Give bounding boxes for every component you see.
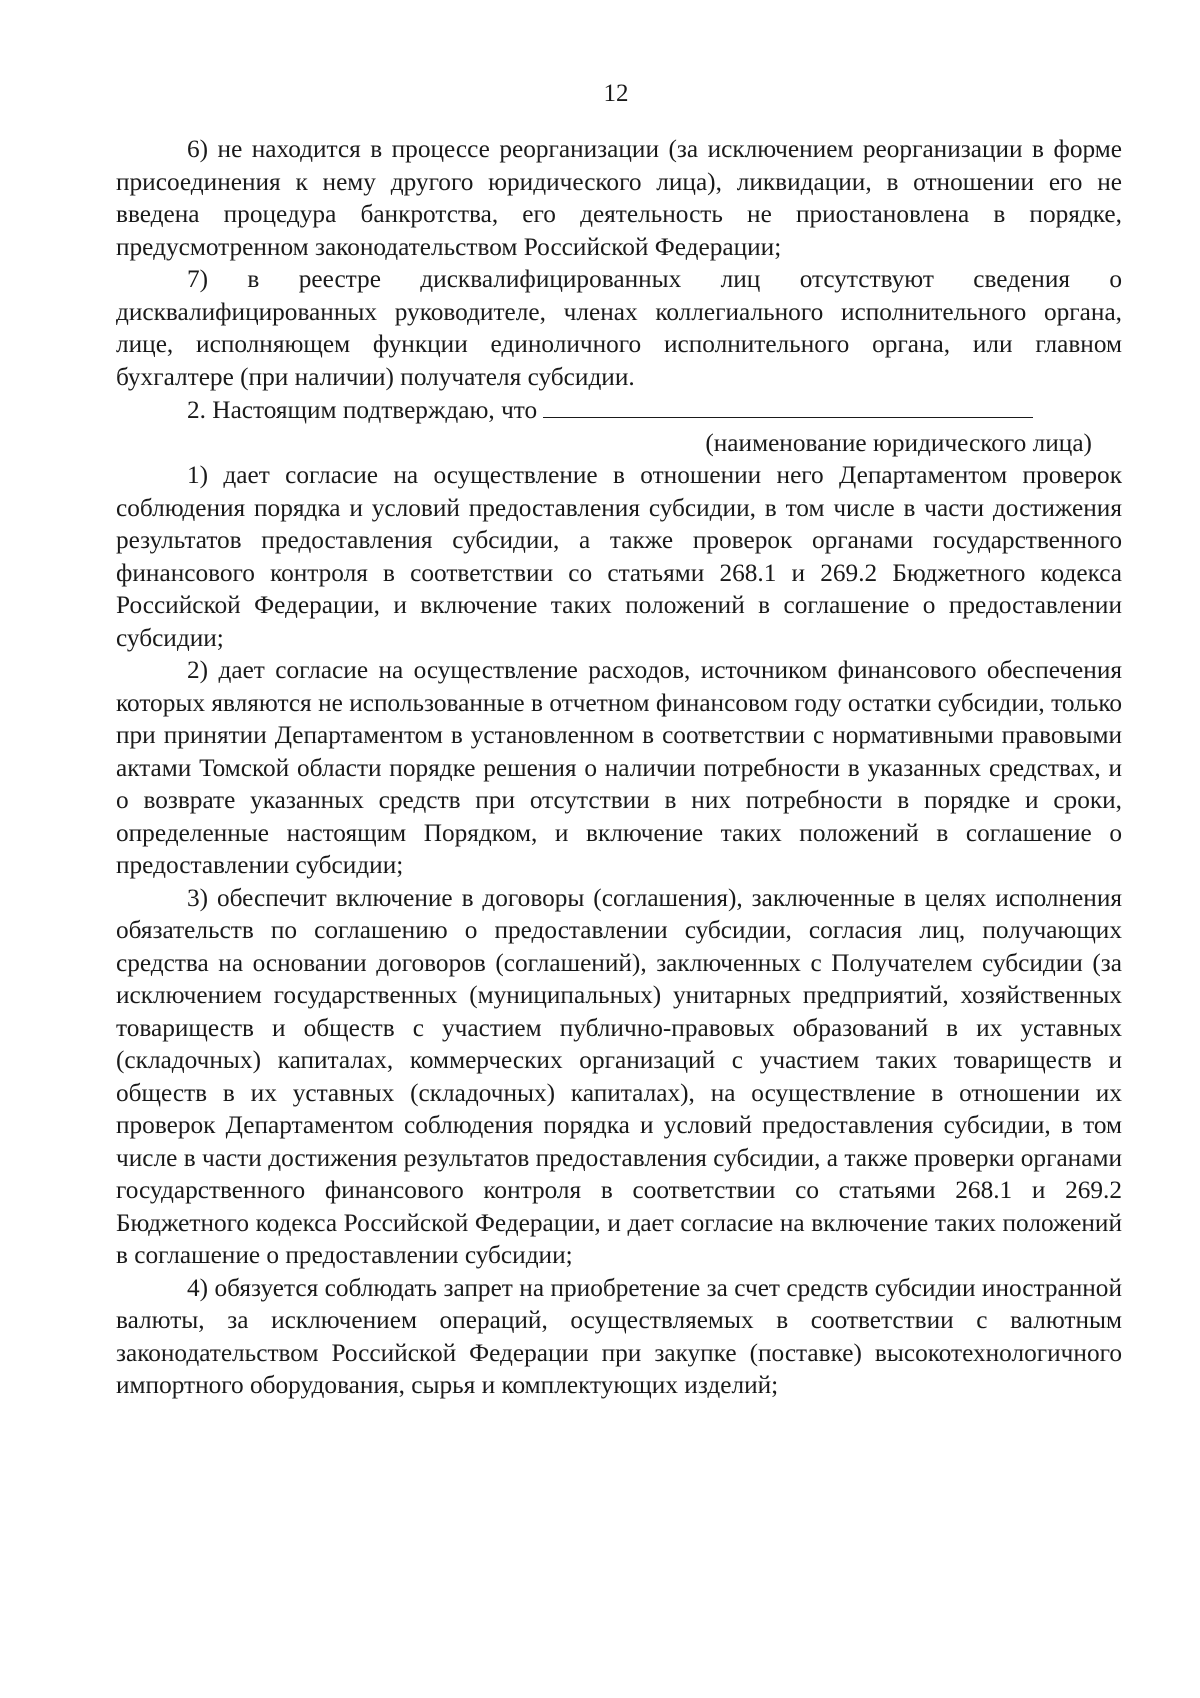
legal-entity-caption: (наименование юридического лица) [705,428,1092,457]
consent-item-4: 4) обязуется соблюдать запрет на приобретение за счет средств субсидии иностранной валюты, за исключением операций, осуществляемых в соответствии с валютным законодательством Российской Федерации при закупке (поставке) высокотехнологичного импортного оборудования, сырья и комплектующих изделий; [116,1273,1122,1399]
confirmation-label: 2. Настоящим подтверждаю, что [187,396,538,424]
confirmation-line [116,393,1122,427]
paragraph-item-6: 6) не находится в процессе реорганизации (за исключением реорганизации в форме присоединения к нему другого юридического лица), ликвидации, в отношении его не введена процедура банкротства, его деятельность не приостановлена в порядке, предусмотренном законодательством Российской Федерации; [116,135,1122,261]
document-body [116,133,1122,1402]
consent-item-1: 1) дает согласие на осуществление в отношении него Департаментом проверок соблюдения порядка и условий предоставления субсидии, в том числе в части достижения результатов предоставления субсидии, а также проверок органами государственного финансового контроля в соответствии со статьями 268.1 и 269.2 Бюджетного кодекса Российской Федерации, и включение таких положений в соглашение о предоставлении субсидии; [116,461,1122,652]
consent-item-3: 3) обеспечит включение в договоры (соглашения), заключенные в целях исполнения обязательств по соглашению о предоставлении субсидии, согласия лиц, получающих средства на основании договоров (соглашений), заключенных с Получателем субсидии (за исключением государственных (муниципальных) унитарных предприятий, хозяйственных товариществ и обществ с участием публично-правовых образований в их уставных (складочных) капиталах, коммерческих организаций с участием таких товариществ и обществ в их уставных (складочных) капиталах), на осуществление в отношении их проверок Департаментом соблюдения порядка и условий предоставления субсидии, в том числе в части достижения результатов предоставления субсидии, а также проверки органами государственного финансового контроля в соответствии со статьями 268.1 и 269.2 Бюджетного кодекса Российской Федерации, и дает согласие на включение таких положений в соглашение о предоставлении субсидии; [116,883,1122,1269]
consent-item-2: 2) дает согласие на осуществление расходов, источником финансового обеспечения которых являются не использованные в отчетном финансовом году остатки субсидии, только при принятии Департаментом в установленном в соответствии с нормативными правовыми актами Томской области порядке решения о наличии потребности в указанных средствах, и о возврате указанных средств при отсутствии в них потребности в порядке и сроки, определенные настоящим Порядком, и включение таких положений в соглашение о предоставлении субсидии; [116,656,1122,879]
legal-entity-name-blank[interactable] [543,393,1033,418]
paragraph-item-7: 7) в реестре дисквалифицированных лиц отсутствуют сведения о дисквалифицированных руководителе, членах коллегиального исполнительного органа, лице, исполняющем функции единоличного исполнительного органа, или главном бухгалтере (при наличии) получателя субсидии. [116,265,1122,391]
page-number: 12 [603,80,629,107]
